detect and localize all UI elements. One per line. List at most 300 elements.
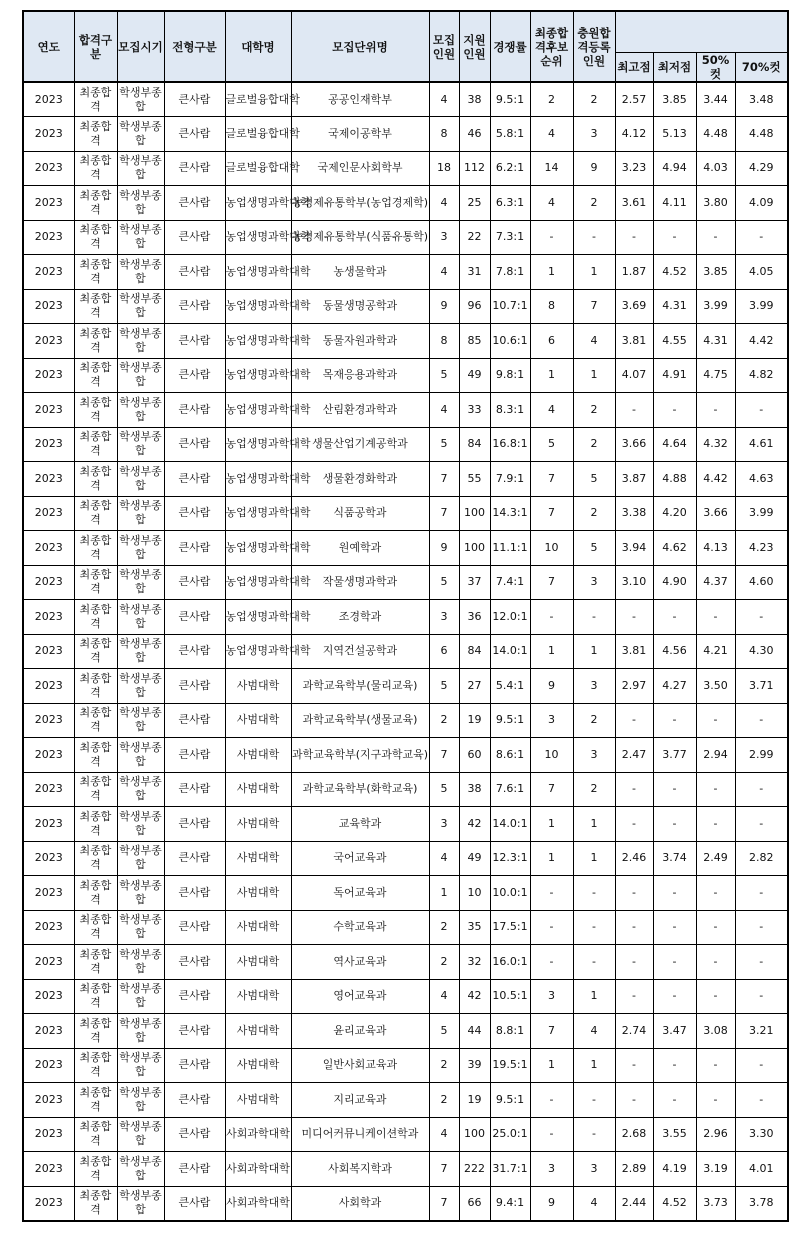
- cell-ratio: 7.8:1: [490, 255, 530, 290]
- header-year: 연도: [23, 11, 74, 82]
- cell-year: 2023: [23, 1186, 74, 1221]
- cell-ratio: 5.8:1: [490, 117, 530, 152]
- cell-top: -: [615, 220, 653, 255]
- cell-top: 3.38: [615, 496, 653, 531]
- cell-p70: -: [735, 945, 788, 980]
- cell-unit: 생물환경화학과: [291, 462, 429, 497]
- table-row: [23, 186, 788, 221]
- cell-quota: 2: [429, 1048, 459, 1083]
- admission-results-table-wrapper: [22, 10, 787, 1222]
- cell-registered: 2: [573, 496, 615, 531]
- cell-college: 글로벌융합대학: [225, 82, 291, 117]
- table-row: [23, 669, 788, 704]
- cell-top: 3.81: [615, 634, 653, 669]
- cell-pass-type: 최종합격: [74, 1048, 117, 1083]
- cell-registered: -: [573, 600, 615, 635]
- cell-p70: -: [735, 600, 788, 635]
- cell-applicants: 100: [459, 496, 490, 531]
- cell-top: -: [615, 910, 653, 945]
- cell-top: 2.44: [615, 1186, 653, 1221]
- table-row: [23, 82, 788, 117]
- cell-registered: 7: [573, 289, 615, 324]
- cell-pass-type: 최종합격: [74, 600, 117, 635]
- cell-waitlist: 3: [530, 1152, 573, 1187]
- cell-top: 3.81: [615, 324, 653, 359]
- table-row: [23, 427, 788, 462]
- cell-ratio: 7.3:1: [490, 220, 530, 255]
- table-row: [23, 703, 788, 738]
- cell-year: 2023: [23, 393, 74, 428]
- cell-top: 2.57: [615, 82, 653, 117]
- cell-quota: 3: [429, 220, 459, 255]
- cell-p50: 4.37: [696, 565, 735, 600]
- cell-college: 사범대학: [225, 910, 291, 945]
- cell-year: 2023: [23, 255, 74, 290]
- cell-admission-type: 큰사람: [164, 807, 225, 842]
- cell-year: 2023: [23, 462, 74, 497]
- cell-bottom: 4.94: [653, 151, 696, 186]
- cell-period: 학생부종합: [117, 945, 164, 980]
- cell-top: -: [615, 945, 653, 980]
- cell-admission-type: 큰사람: [164, 393, 225, 428]
- cell-admission-type: 큰사람: [164, 1083, 225, 1118]
- cell-waitlist: 10: [530, 738, 573, 773]
- cell-college: 농업생명과학대학: [225, 358, 291, 393]
- cell-p50: 3.50: [696, 669, 735, 704]
- cell-top: -: [615, 876, 653, 911]
- cell-registered: 4: [573, 1014, 615, 1049]
- cell-college: 농업생명과학대학: [225, 634, 291, 669]
- cell-admission-type: 큰사람: [164, 841, 225, 876]
- cell-year: 2023: [23, 738, 74, 773]
- cell-quota: 7: [429, 1152, 459, 1187]
- cell-applicants: 35: [459, 910, 490, 945]
- cell-registered: 4: [573, 1186, 615, 1221]
- cell-college: 사범대학: [225, 1083, 291, 1118]
- cell-registered: 3: [573, 738, 615, 773]
- cell-college: 사범대학: [225, 979, 291, 1014]
- table-body: [23, 82, 788, 1221]
- cell-admission-type: 큰사람: [164, 945, 225, 980]
- cell-applicants: 84: [459, 634, 490, 669]
- cell-applicants: 19: [459, 1083, 490, 1118]
- cell-p70: 3.78: [735, 1186, 788, 1221]
- cell-unit: 독어교육과: [291, 876, 429, 911]
- cell-waitlist: 1: [530, 255, 573, 290]
- cell-period: 학생부종합: [117, 738, 164, 773]
- cell-top: 3.23: [615, 151, 653, 186]
- cell-quota: 4: [429, 255, 459, 290]
- cell-registered: 3: [573, 117, 615, 152]
- cell-p50: -: [696, 807, 735, 842]
- cell-college: 사범대학: [225, 1048, 291, 1083]
- cell-quota: 3: [429, 807, 459, 842]
- cell-period: 학생부종합: [117, 979, 164, 1014]
- table-row: [23, 738, 788, 773]
- cell-unit: 농경제유통학부(식품유통학): [291, 220, 429, 255]
- cell-unit: 조경학과: [291, 600, 429, 635]
- cell-unit: 동물자원과학과: [291, 324, 429, 359]
- cell-ratio: 8.8:1: [490, 1014, 530, 1049]
- cell-top: 2.74: [615, 1014, 653, 1049]
- cell-year: 2023: [23, 1083, 74, 1118]
- cell-p50: 3.80: [696, 186, 735, 221]
- header-period: 모집시기: [117, 11, 164, 82]
- cell-unit: 교육학과: [291, 807, 429, 842]
- cell-registered: 2: [573, 772, 615, 807]
- cell-college: 글로벌융합대학: [225, 151, 291, 186]
- cell-waitlist: 4: [530, 393, 573, 428]
- cell-period: 학생부종합: [117, 807, 164, 842]
- cell-quota: 7: [429, 496, 459, 531]
- cell-waitlist: -: [530, 945, 573, 980]
- cell-top: 4.12: [615, 117, 653, 152]
- header-bottom: 최저점: [653, 53, 696, 83]
- cell-pass-type: 최종합격: [74, 358, 117, 393]
- cell-registered: -: [573, 220, 615, 255]
- cell-period: 학생부종합: [117, 703, 164, 738]
- cell-p50: -: [696, 910, 735, 945]
- cell-applicants: 36: [459, 600, 490, 635]
- cell-college: 사범대학: [225, 841, 291, 876]
- cell-bottom: 4.27: [653, 669, 696, 704]
- cell-unit: 수학교육과: [291, 910, 429, 945]
- cell-college: 농업생명과학대학: [225, 255, 291, 290]
- cell-period: 학생부종합: [117, 220, 164, 255]
- cell-p50: 4.13: [696, 531, 735, 566]
- cell-unit: 식품공학과: [291, 496, 429, 531]
- cell-quota: 3: [429, 600, 459, 635]
- header-pass-type: 합격구분: [74, 11, 117, 82]
- cell-quota: 7: [429, 1186, 459, 1221]
- cell-p50: 4.03: [696, 151, 735, 186]
- cell-year: 2023: [23, 82, 74, 117]
- cell-admission-type: 큰사람: [164, 1152, 225, 1187]
- cell-p70: -: [735, 1083, 788, 1118]
- table-row: [23, 979, 788, 1014]
- table-row: [23, 945, 788, 980]
- cell-registered: 1: [573, 807, 615, 842]
- table-row: [23, 910, 788, 945]
- cell-admission-type: 큰사람: [164, 324, 225, 359]
- cell-applicants: 37: [459, 565, 490, 600]
- cell-ratio: 8.3:1: [490, 393, 530, 428]
- cell-unit: 산림환경과학과: [291, 393, 429, 428]
- cell-top: 2.47: [615, 738, 653, 773]
- cell-period: 학생부종합: [117, 462, 164, 497]
- cell-admission-type: 큰사람: [164, 1117, 225, 1152]
- cell-applicants: 100: [459, 531, 490, 566]
- cell-applicants: 38: [459, 772, 490, 807]
- cell-year: 2023: [23, 1117, 74, 1152]
- cell-ratio: 14.0:1: [490, 807, 530, 842]
- cell-waitlist: -: [530, 600, 573, 635]
- cell-period: 학생부종합: [117, 876, 164, 911]
- cell-admission-type: 큰사람: [164, 255, 225, 290]
- cell-waitlist: 4: [530, 117, 573, 152]
- cell-pass-type: 최종합격: [74, 1152, 117, 1187]
- cell-period: 학생부종합: [117, 634, 164, 669]
- cell-top: -: [615, 393, 653, 428]
- cell-top: 3.61: [615, 186, 653, 221]
- cell-admission-type: 큰사람: [164, 186, 225, 221]
- cell-top: 2.97: [615, 669, 653, 704]
- cell-p70: 4.29: [735, 151, 788, 186]
- cell-unit: 사회복지학과: [291, 1152, 429, 1187]
- header-score-group: [615, 11, 788, 53]
- cell-waitlist: 7: [530, 1014, 573, 1049]
- cell-ratio: 14.3:1: [490, 496, 530, 531]
- cell-college: 농업생명과학대학: [225, 462, 291, 497]
- table-row: [23, 393, 788, 428]
- cell-waitlist: 14: [530, 151, 573, 186]
- cell-ratio: 11.1:1: [490, 531, 530, 566]
- cell-period: 학생부종합: [117, 1186, 164, 1221]
- cell-applicants: 49: [459, 841, 490, 876]
- cell-year: 2023: [23, 531, 74, 566]
- cell-waitlist: -: [530, 910, 573, 945]
- cell-admission-type: 큰사람: [164, 220, 225, 255]
- cell-period: 학생부종합: [117, 289, 164, 324]
- cell-year: 2023: [23, 876, 74, 911]
- cell-quota: 6: [429, 634, 459, 669]
- cell-applicants: 39: [459, 1048, 490, 1083]
- cell-ratio: 5.4:1: [490, 669, 530, 704]
- cell-pass-type: 최종합격: [74, 82, 117, 117]
- cell-registered: 1: [573, 255, 615, 290]
- cell-unit: 사회학과: [291, 1186, 429, 1221]
- cell-waitlist: 9: [530, 669, 573, 704]
- cell-registered: -: [573, 910, 615, 945]
- header-admission-type: 전형구분: [164, 11, 225, 82]
- cell-ratio: 10.7:1: [490, 289, 530, 324]
- cell-p50: 4.48: [696, 117, 735, 152]
- cell-period: 학생부종합: [117, 1152, 164, 1187]
- cell-top: -: [615, 772, 653, 807]
- cell-p70: -: [735, 772, 788, 807]
- cell-waitlist: 1: [530, 634, 573, 669]
- cell-unit: 과학교육학부(화학교육): [291, 772, 429, 807]
- cell-pass-type: 최종합격: [74, 117, 117, 152]
- cell-quota: 9: [429, 531, 459, 566]
- cell-top: 2.68: [615, 1117, 653, 1152]
- cell-ratio: 9.5:1: [490, 1083, 530, 1118]
- cell-bottom: -: [653, 1048, 696, 1083]
- cell-registered: 1: [573, 979, 615, 1014]
- cell-college: 농업생명과학대학: [225, 565, 291, 600]
- cell-p50: 3.85: [696, 255, 735, 290]
- cell-p70: 4.23: [735, 531, 788, 566]
- cell-p50: 3.19: [696, 1152, 735, 1187]
- cell-unit: 농경제유통학부(농업경제학): [291, 186, 429, 221]
- cell-college: 글로벌융합대학: [225, 117, 291, 152]
- cell-waitlist: -: [530, 1117, 573, 1152]
- cell-ratio: 10.0:1: [490, 876, 530, 911]
- cell-admission-type: 큰사람: [164, 82, 225, 117]
- cell-unit: 영어교육과: [291, 979, 429, 1014]
- cell-unit: 지역건설공학과: [291, 634, 429, 669]
- cell-applicants: 49: [459, 358, 490, 393]
- cell-year: 2023: [23, 289, 74, 324]
- cell-applicants: 60: [459, 738, 490, 773]
- cell-pass-type: 최종합격: [74, 462, 117, 497]
- cell-registered: -: [573, 1117, 615, 1152]
- cell-pass-type: 최종합격: [74, 186, 117, 221]
- cell-bottom: 5.13: [653, 117, 696, 152]
- cell-year: 2023: [23, 634, 74, 669]
- cell-unit: 역사교육과: [291, 945, 429, 980]
- cell-bottom: -: [653, 772, 696, 807]
- cell-period: 학생부종합: [117, 427, 164, 462]
- cell-p70: -: [735, 876, 788, 911]
- table-row: [23, 1048, 788, 1083]
- cell-waitlist: 7: [530, 565, 573, 600]
- cell-applicants: 38: [459, 82, 490, 117]
- cell-p70: 3.48: [735, 82, 788, 117]
- cell-top: -: [615, 703, 653, 738]
- cell-admission-type: 큰사람: [164, 1014, 225, 1049]
- cell-unit: 지리교육과: [291, 1083, 429, 1118]
- cell-period: 학생부종합: [117, 772, 164, 807]
- cell-p70: 4.09: [735, 186, 788, 221]
- cell-pass-type: 최종합격: [74, 669, 117, 704]
- cell-college: 사범대학: [225, 669, 291, 704]
- cell-period: 학생부종합: [117, 82, 164, 117]
- cell-registered: 5: [573, 531, 615, 566]
- table-row: [23, 841, 788, 876]
- cell-bottom: 3.85: [653, 82, 696, 117]
- cell-college: 사범대학: [225, 772, 291, 807]
- cell-registered: 3: [573, 565, 615, 600]
- cell-college: 농업생명과학대학: [225, 220, 291, 255]
- cell-p70: 3.99: [735, 289, 788, 324]
- cell-p70: -: [735, 220, 788, 255]
- cell-quota: 7: [429, 738, 459, 773]
- cell-period: 학생부종합: [117, 117, 164, 152]
- cell-quota: 1: [429, 876, 459, 911]
- cell-pass-type: 최종합격: [74, 565, 117, 600]
- table-row: [23, 1014, 788, 1049]
- cell-year: 2023: [23, 669, 74, 704]
- cell-p70: 4.63: [735, 462, 788, 497]
- cell-bottom: 4.91: [653, 358, 696, 393]
- header-registered: 충원합격등록인원: [573, 11, 615, 82]
- cell-quota: 4: [429, 841, 459, 876]
- table-row: [23, 324, 788, 359]
- cell-admission-type: 큰사람: [164, 496, 225, 531]
- cell-waitlist: 9: [530, 1186, 573, 1221]
- cell-p50: 2.96: [696, 1117, 735, 1152]
- cell-quota: 2: [429, 945, 459, 980]
- cell-p70: -: [735, 979, 788, 1014]
- cell-quota: 7: [429, 462, 459, 497]
- cell-ratio: 7.6:1: [490, 772, 530, 807]
- cell-unit: 원예학과: [291, 531, 429, 566]
- table-row: [23, 772, 788, 807]
- cell-pass-type: 최종합격: [74, 427, 117, 462]
- cell-bottom: 4.90: [653, 565, 696, 600]
- cell-unit: 국제인문사회학부: [291, 151, 429, 186]
- cell-ratio: 10.5:1: [490, 979, 530, 1014]
- cell-pass-type: 최종합격: [74, 876, 117, 911]
- cell-admission-type: 큰사람: [164, 289, 225, 324]
- cell-unit: 윤리교육과: [291, 1014, 429, 1049]
- cell-year: 2023: [23, 151, 74, 186]
- cell-pass-type: 최종합격: [74, 531, 117, 566]
- cell-period: 학생부종합: [117, 531, 164, 566]
- cell-quota: 5: [429, 565, 459, 600]
- cell-year: 2023: [23, 600, 74, 635]
- cell-pass-type: 최종합격: [74, 1083, 117, 1118]
- cell-bottom: 4.52: [653, 255, 696, 290]
- cell-top: 2.46: [615, 841, 653, 876]
- cell-p70: -: [735, 910, 788, 945]
- cell-quota: 4: [429, 393, 459, 428]
- cell-bottom: 4.64: [653, 427, 696, 462]
- cell-college: 농업생명과학대학: [225, 289, 291, 324]
- table-row: [23, 151, 788, 186]
- cell-p50: 4.31: [696, 324, 735, 359]
- cell-ratio: 10.6:1: [490, 324, 530, 359]
- cell-unit: 일반사회교육과: [291, 1048, 429, 1083]
- cell-p50: 3.73: [696, 1186, 735, 1221]
- cell-admission-type: 큰사람: [164, 151, 225, 186]
- cell-p70: 3.30: [735, 1117, 788, 1152]
- cell-p70: 3.99: [735, 496, 788, 531]
- cell-waitlist: 5: [530, 427, 573, 462]
- cell-period: 학생부종합: [117, 151, 164, 186]
- cell-p50: 4.32: [696, 427, 735, 462]
- cell-applicants: 27: [459, 669, 490, 704]
- cell-p50: -: [696, 1083, 735, 1118]
- cell-waitlist: -: [530, 876, 573, 911]
- cell-college: 사회과학대학: [225, 1117, 291, 1152]
- cell-p50: -: [696, 703, 735, 738]
- cell-pass-type: 최종합격: [74, 1186, 117, 1221]
- cell-bottom: 4.19: [653, 1152, 696, 1187]
- cell-top: -: [615, 600, 653, 635]
- cell-ratio: 12.3:1: [490, 841, 530, 876]
- cell-year: 2023: [23, 807, 74, 842]
- cell-quota: 5: [429, 1014, 459, 1049]
- cell-p50: 4.42: [696, 462, 735, 497]
- cell-period: 학생부종합: [117, 600, 164, 635]
- cell-p70: -: [735, 807, 788, 842]
- header-p50: 50%컷: [696, 53, 735, 83]
- cell-p70: 3.71: [735, 669, 788, 704]
- cell-p50: 3.99: [696, 289, 735, 324]
- cell-quota: 2: [429, 910, 459, 945]
- admission-results-table: [22, 10, 789, 1222]
- cell-ratio: 9.4:1: [490, 1186, 530, 1221]
- cell-ratio: 14.0:1: [490, 634, 530, 669]
- cell-college: 농업생명과학대학: [225, 427, 291, 462]
- cell-unit: 공공인재학부: [291, 82, 429, 117]
- cell-ratio: 6.2:1: [490, 151, 530, 186]
- cell-unit: 작물생명과학과: [291, 565, 429, 600]
- cell-pass-type: 최종합격: [74, 151, 117, 186]
- cell-bottom: 4.56: [653, 634, 696, 669]
- cell-admission-type: 큰사람: [164, 772, 225, 807]
- table-row: [23, 358, 788, 393]
- cell-waitlist: 10: [530, 531, 573, 566]
- cell-waitlist: 7: [530, 496, 573, 531]
- cell-period: 학생부종합: [117, 255, 164, 290]
- cell-ratio: 8.6:1: [490, 738, 530, 773]
- cell-ratio: 7.9:1: [490, 462, 530, 497]
- cell-quota: 18: [429, 151, 459, 186]
- cell-quota: 5: [429, 669, 459, 704]
